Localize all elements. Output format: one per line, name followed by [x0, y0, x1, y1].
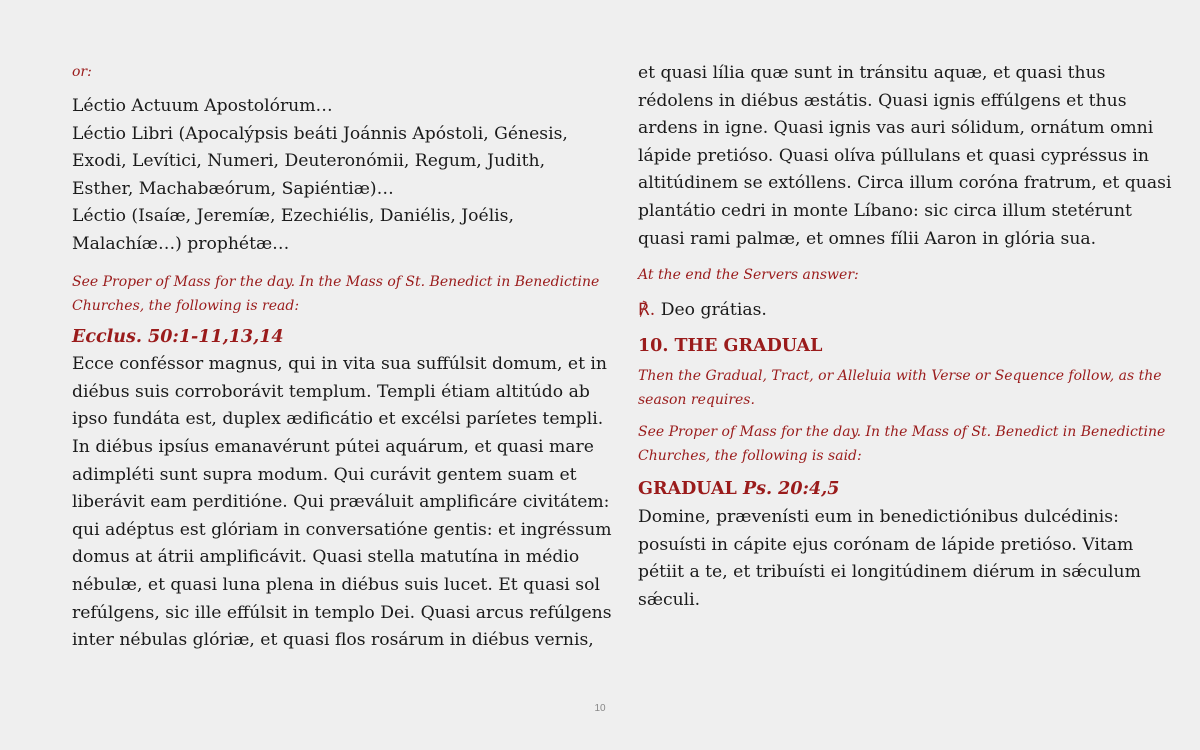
reading-heading: Ecclus. 50:1-11,13,14 [72, 326, 284, 347]
gradual-line: Domine, prævenísti eum in benedictiónibus dulcédinis: [638, 506, 1119, 527]
proper-note [638, 420, 1166, 468]
lectio-list [72, 93, 572, 259]
reading-line: quasi rami palmæ, et omnes fílii Aaron in glória sua. [638, 228, 1097, 249]
response-line [638, 297, 1138, 325]
left-column [72, 60, 612, 655]
reading-line: qui adéptus est glóriam in conversatióne gentis: et ingréssum [72, 519, 612, 540]
lectio-line: Exodi, Levítici, Numeri, Deuteronómii, Regum, Judith, [72, 151, 546, 172]
reading-line: plantátio cedri in monte Líbano: sic circa illum stetérunt [638, 200, 1132, 221]
reading-line: ardens in igne. Quasi ignis vas auri sólidum, ornátum omni [638, 118, 1154, 139]
gradual-line: posuísti in cápite ejus corónam de lápide pretióso. Vitam [638, 534, 1134, 555]
reading-line: In diébus ipsíus emanavérunt pútei aquárum, et quasi mare [72, 436, 594, 457]
proper-note [72, 270, 600, 318]
response-symbol: ℟. [638, 300, 656, 321]
lectio-line: Malachíæ…) prophétæ… [72, 233, 290, 254]
rubric-line: See Proper of Mass for the day. In the Mass of St. Benedict in Benedictine [638, 424, 1166, 441]
response-text: Deo grátias. [660, 300, 767, 321]
gradual-heading [638, 476, 1138, 504]
reading-line: diébus suis corroborávit templum. Templi étiam altitúdo ab [72, 381, 590, 402]
lectio-line: Léctio (Isaíæ, Jeremíæ, Ezechiélis, Daniélis, Joélis, [72, 206, 514, 227]
rubric-line: Churches, the following is read: [72, 297, 300, 314]
section-heading: 10. THE GRADUAL [638, 335, 823, 356]
gradual-text [638, 504, 1141, 614]
rubric-line: See Proper of Mass for the day. In the Mass of St. Benedict in Benedictine [72, 273, 600, 290]
rubric-line: Then the Gradual, Tract, or Alleluia with Verse or Sequence follow, as the [638, 368, 1162, 385]
reading-line: rédolens in diébus æstátis. Quasi ignis effúlgens et thus [638, 90, 1127, 111]
lectio-line: Léctio Libri (Apocalýpsis beáti Joánnis Apóstoli, Génesis, [72, 123, 568, 144]
reading-continuation [638, 60, 1172, 253]
or-rubric: or: [72, 64, 92, 80]
reading-line: liberávit eam perditióne. Qui præváluit amplificáre civitátem: [72, 492, 610, 513]
reading-line: Ecce conféssor magnus, qui in vita sua suffúlsit domum, et in [72, 354, 608, 375]
reading-line: domus at átrii amplificávit. Quasi stella matutína in médio [72, 547, 580, 568]
reading-text [72, 351, 612, 655]
rubric-line: season requires. [638, 392, 755, 409]
rubric-line: Churches, the following is said: [638, 448, 862, 465]
reading-line: ipso fundáta est, duplex ædificátio et excélsi paríetes templi. [72, 409, 604, 430]
reading-line: adimpléti sunt supra modum. Qui curávit gentem suam et [72, 464, 577, 485]
reading-line: et quasi lília quæ sunt in tránsitu aquæ, et quasi thus [638, 63, 1106, 83]
reading-line: nébulæ, et quasi luna plena in diébus suis lucet. Et quasi sol [72, 574, 600, 595]
lectio-line: Esther, Machabæórum, Sapiéntiæ)… [72, 178, 394, 199]
gradual-label: GRADUAL [638, 479, 737, 500]
reading-line: refúlgens, sic ille effúlsit in templo Dei. Quasi arcus refúlgens [72, 602, 612, 623]
reading-line: lápide pretióso. Quasi olíva púllulans et quasi cypréssus in [638, 145, 1149, 166]
reading-line: inter nébulas glóriæ, et quasi flos rosárum in diébus vernis, [72, 630, 594, 651]
reading-line: altitúdinem se extóllens. Circa illum coróna fratrum, et quasi [638, 173, 1172, 194]
page-number: 10 [594, 703, 606, 714]
gradual-line: pétiit a te, et tribuísti ei longitúdinem diérum in sǽculum [638, 562, 1141, 583]
right-column [638, 60, 1172, 614]
gradual-note [638, 364, 1162, 412]
lectio-line: Léctio Actuum Apostolórum… [72, 96, 333, 116]
servers-note: At the end the Servers answer: [638, 267, 859, 284]
gradual-reference: Ps. 20:4,5 [742, 479, 840, 500]
gradual-line: sǽculi. [638, 589, 701, 610]
